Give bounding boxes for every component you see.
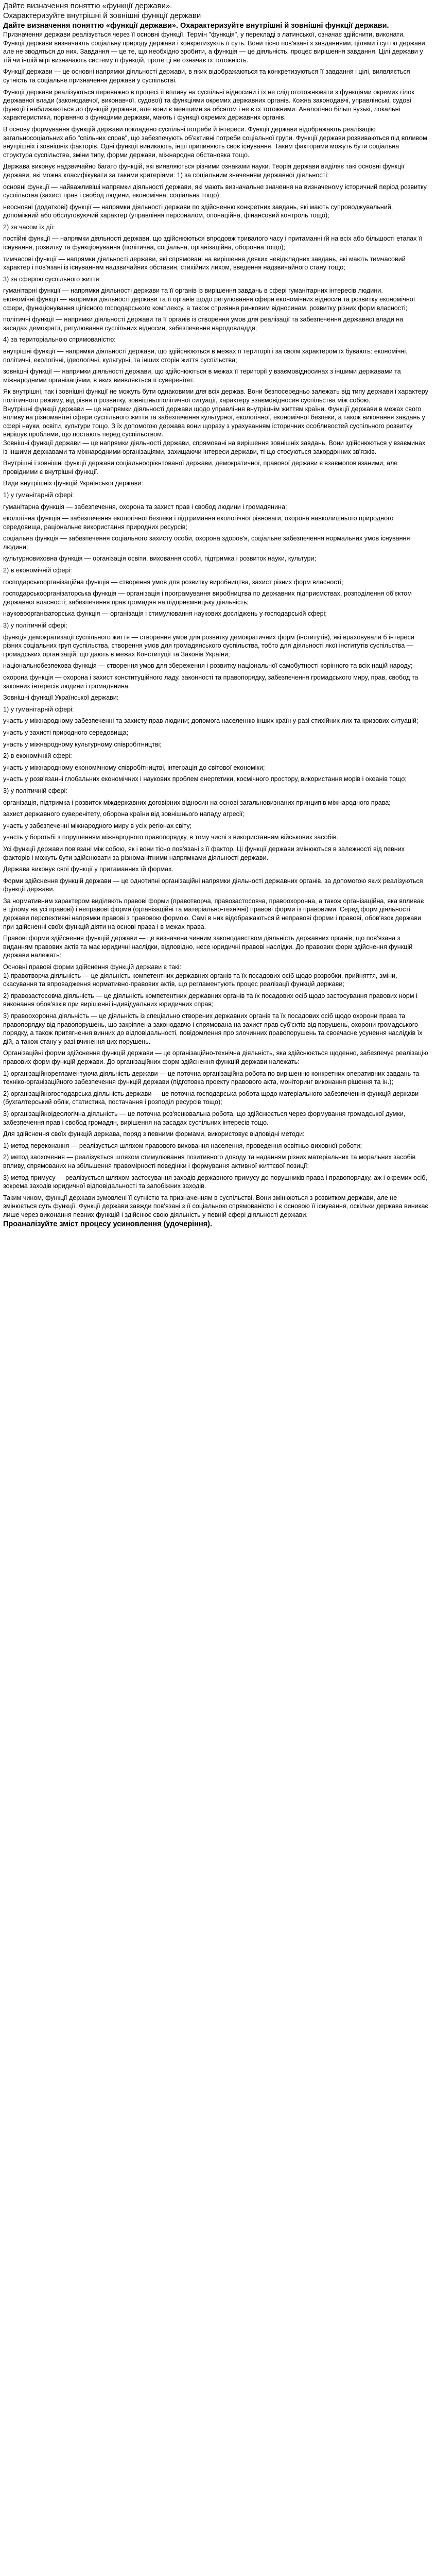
paragraph: Функції держави — це основні напрямки діяльності держави, в яких відображаються та конкретизуються її завдання і цілі, виявляється сутність та соціальне призначення держави у суспільстві. — [3, 68, 410, 84]
paragraph: гуманітарні функції — напрямки діяльності держави та її органів із вирішення завдань в сфері гуманітарних інтересів людини. — [3, 287, 383, 295]
paragraph: 3) організаційноідеологічна діяльність — це поточна роз'яснювальна робота, що здійснюється через формування громадської думки, забезпечення прав і свобод громадян, вирішення на засадах суспільних інтересів тощо. — [3, 1110, 406, 1126]
paragraph: Для здійснення своїх функцій держава, поряд з певними формами, використовує відповідні методи: — [3, 1130, 305, 1138]
section-heading: Дайте визначення поняттю «функції держави». Охарактеризуйте внутрішні й зовнішні функції держави. — [3, 22, 389, 30]
paragraph: участь у міжнародному забезпеченні та захисту прав людини; допомога населенню інших країн у разі стихійних лих та кризових ситуацій; — [3, 717, 418, 725]
paragraph: тимчасові функції — напрямки діяльності держави, які спрямовані на вирішення деяких невідкладних завдань, які мають тимчасовий характер і пов'язані із існуванням надзвичайних обставин, стихійних лихом, введення надзвичайного стану тощо; — [3, 255, 406, 272]
paragraph: екологічна функція — забезпечення екологічної безпеки і підтримання екологічної рівноваги, охорона навколишнього природного середовища, раціональне використання природних ресурсів; — [3, 515, 394, 531]
paragraph: 1) організаційнорегламентуюча діяльність держави — це поточна організаційна робота по вирішенню конкретних оперативних завдань та техніко-організаційного забезпечення функцій держави (підготовка проекту правового акта, моніторинг виконання рішення та ін.); — [3, 1070, 420, 1086]
paragraph: основні функції — найважливіші напрямки діяльності держави, які мають визначальне значення на визначеному історичний період розвитку суспільства (захист прав і свобод людини, економічна, соціальна тощо); — [3, 183, 427, 199]
paragraph: Держава виконує свої функції у притаманних їй формах. — [3, 866, 173, 873]
paragraph: Функції держави визначають соціальну природу держави і конкретизують її суть. Вони тісно пов'язані з завданнями, цілями і суттю держави, але не зводяться до них. Завдання — це те, що необхідно зробити, а функція — це діяльність, процес вирішення завдання. Цілі держави у тій чи іншій мірі визначають систему її функцій, проте ці не означає їх тотожність. — [3, 39, 427, 64]
paragraph: участь у розв'язанні глобальних економічних і наукових проблем енергетики, космічного простору, використання морів і океанів тощо; — [3, 775, 407, 783]
paragraph: Держава виконує надзвичайно багато функцій, які виявляються різними ознаками науки. Теорія держави виділяє такі основні функції держави, які можна класифікувати за такими критеріями: 1) за соціальним значенням державної діяльності: — [3, 163, 405, 179]
paragraph: зовнішні функції — напрямки діяльності держави, що здійснюються в межах її території у взаємовідносинах з іншими державами та міжнародними організаціями, в яких виявляється її суверенітет. — [3, 368, 401, 384]
paragraph: господарськоорганізаторська функція — організація і програмування виробництва по державних підприємствах, розподілення об'єктом державної власності; забезпечення прав громадян на підприємницьку діяльність; — [3, 590, 412, 606]
paragraph: Призначення держави реалізується через її основні функції. Термін "функція", у перекладі з латинської, означає здійснити, виконати. — [3, 31, 405, 38]
paragraph: охорона функція — охорона і захист конституційного ладу, законності та правопорядку, забезпечення громадського миру, прав, свобод та законних інтересів людини і громадянина. — [3, 674, 418, 690]
paragraph: 1) правотворча діяльність — це діяльність компетентних державних органів та їх посадових осіб щодо розробки, прийняття, зміни, скасування та впровадження нормативно-правових актів, що регламентують процес реалізації функцій держави; — [3, 972, 397, 988]
paragraph: Зовнішні функції держави — це напрямки діяльності держави, спрямовані на вирішення зовнішніх завдань. Вони здійснюються у взаєминах із іншими державами та міжнародними організаціями, захищаючи інтереси держави, ті що стосуються закордонних зв'язків. — [3, 439, 426, 455]
paragraph: господарськоорганізаційна функція — створення умов для розвитку виробництва, захист різних форм власності; — [3, 578, 343, 586]
paragraph: Основні правові форми здійснення функцій держави є такі: — [3, 963, 181, 971]
paragraph: участь у захисті природного середовища; — [3, 728, 128, 736]
paragraph: неосновні (додаткові) функції — напрямки діяльності держави по здійсненню конкретних завдань, які мають супроводжувальний, допоміжний або обслуговуючий характер (управління персоналом, опонаційна, фінансовий контроль тощо); — [3, 203, 393, 219]
paragraph: організація, підтримка і розвиток міждержавних договірних відносин на основі загальновизнаних принципів міжнародного права; — [3, 799, 391, 806]
paragraph: соціальна функція — забезпечення соціального захисту особи, охорона здоров'я, соціальне забезпечення нормальних умов існування людини; — [3, 535, 410, 551]
paragraph: Форми здійснення функцій держави — це однотипні організаційні напрямки діяльності державних органів, за допомогою яких реалізуються функції держави. — [3, 877, 423, 893]
final-heading: Проаналізуйте зміст процесу усиновлення (удочеріння). — [3, 1220, 213, 1229]
paragraph: 3) метод примусу — реалізується шляхом застосування заходів державного примусу до порушників права і правопорядку, аж і окремих осіб, зокрема заходів юридичної відповідальності та запобіжних заходів. — [3, 1174, 427, 1190]
paragraph: Функції держави реалізуються переважно в процесі її впливу на суспільні відносини і їх не слід ототожнювати з функціями окремих гілок державної влади (законодавчої, виконавчої, судової) та функціями окремих державних органів. Кожна законодавчі, управлінські, судові функції і наближаються до функцій держави, але вони є меншими за обсягом і не є їх тотожними. Аналогічно більш вузькі, локальні характеристики, порівняно з функціями держави, мають і функції окремих державних органів. — [3, 88, 414, 122]
paragraph: постійні функції — напрямки діяльності держави, що здійснюються впродовж тривалого часу і притаманні їй на всіх або більшості етапах її існування, розвитку та функціонування (політична, соціальна, організаційна, оборонна тощо); — [3, 235, 423, 251]
paragraph: внутрішні функції — напрямки діяльності держави, що здійснюються в межах її території і за своїм характером їх бувають: економічні, політичні, екологічні, ідеологічні, культурні, та інших сторін життя суспільства; — [3, 348, 408, 364]
paragraph: культурновиховна функція — організація освіти, виховання особи, підтримка і розвиток науки, культури; — [3, 555, 317, 563]
paragraph: За нормативним характером виділяють правові форми (правотворча, правозастосовча, правоохоронна, а також організаційна, яка впливає в цілому на усі правові) і неправові форми (організаційні та матеріально-технічні) правові форми із правовими. Серед форм діяльності держави перспективні напрямки правові з правовою формою. Самі в них відображаються й неправові форми і правові, обов'язок держави при здійсненні своїх функцій діяти на основі права і в межах права. — [3, 897, 424, 930]
paragraph: 2) за часом їх дії: — [3, 223, 55, 231]
paragraph: 2) в економічній сфері: — [3, 752, 72, 760]
paragraph: 3) у політичній сфері: — [3, 622, 67, 630]
paragraph: національнобезпекова функція — створення умов для збереження і розвитку національної самобутності корінного та всіх націй народу; — [3, 662, 413, 670]
paragraph: 2) в економічній сфері: — [3, 567, 72, 574]
title-line: Дайте визначення поняттю «функції держави». — [3, 2, 172, 10]
document-body — [3, 30, 429, 1219]
paragraph: 2) організаційногосподарська діяльність держави — це поточна господарська робота щодо матеріального забезпечення функцій держави (бухгалтерський облік, статистика, постачання і розподіл ресурсів тощо); — [3, 1090, 419, 1106]
paragraph: 2) метод заохочення — реалізується шляхом стимулювання позитивного доводу та наданням різних матеріальних та моральних засобів впливу, спрямованих на збільшення правомірності поведінки і формування активної життєвої позиції; — [3, 1154, 416, 1170]
paragraph: 2) правозастосовча діяльність — це діяльність компетентних державних органів та їх посадових осіб щодо застосування правових норм і виконання обов'язків при вирішенні індивідуальних юридичних справ; — [3, 992, 417, 1008]
paragraph: Правові форми здійснення функцій держави — це визначена чинним законодавством діяльність державних органів, що пов'язана з виданням правових актів та має юридичні наслідки, відповідно, несе юридичні правові наслідки. До правових форм здійснення функцій держави належать: — [3, 935, 413, 959]
paragraph: 1) у гуманітарній сфері: — [3, 491, 74, 499]
document — [0, 0, 431, 1233]
paragraph: Як внутрішні, так і зовнішні функції не можуть бути однаковими для всіх держав. Вони безпосередньо залежать від типу держави і характеру політичного режиму, від рівня її розвитку, зовнішньополітичної ситуації, характеру взаємовідносин суспільства між собою. — [3, 388, 428, 404]
paragraph: Усі функції держави пов'язані між собою, як і вони тісно пов'язані з її фактор. Ці функції держави змінюються в залежності від певних факторів і можуть бути здійснювати за різноманітними напрямками діяльності держави. — [3, 845, 405, 861]
paragraph: Зовнішні функції Української держави: — [3, 694, 119, 702]
paragraph: участь у міжнародному економічному співробітництві, інтеграція до світової економіки; — [3, 764, 265, 771]
paragraph: участь у забезпеченні міжнародного миру в усіх регіонах світу; — [3, 822, 192, 829]
paragraph: участь у боротьбі з порушенням міжнародного правопорядку, в тому числі з використанням військових засобів. — [3, 834, 338, 841]
paragraph: Види внутрішніх функцій Української держави: — [3, 480, 143, 487]
paragraph: 3) за сферою суспільного життя: — [3, 275, 101, 283]
document-title — [3, 1, 429, 21]
paragraph: 1) у гуманітарній сфері: — [3, 705, 74, 713]
paragraph: Внутрішні функції держави — це напрямки діяльності держави щодо управління внутрішнім життям країни. Функції держави в межах свого впливу на різноманітні сфери суспільного життя та забезпечення культурної, екологічної, економічної безпеки, а також виконання завдань у сфері науки, освіти, культури тощо. З їх допомогою держава вони щоразу з урахуванням історичних особливостей суспільного розвитку вирішує проблеми, що постають перед суспільством. — [3, 405, 425, 438]
paragraph: Організаційні форми здійснення функцій держави — це організаційно-технічна діяльність, яка здійснюється щоденно, забезпечує реалізацію правових форм функцій держави. До організаційних форм здійснення функцій держави належать: — [3, 1049, 428, 1065]
paragraph: 3) правоохоронна діяльність — це діяльність із спеціально створених державних органів та їх посадових осіб щодо охорони права та правопорядку від правопорушень, що закріплена законодавчо і спрямована на захист прав суб'єктів від порушень, охорони громадського порядку, а також притягнення винних до відповідальності, повідомлення про злочинних правопорушень та своєчасне усунення наслідків їх дій, а також стану у разі вчинення цих порушень. — [3, 1012, 423, 1045]
paragraph: Внутрішні і зовнішні функції держави соціальноорієнтованої держави, демократичної, правової держави є взаємопов'язаними, але провідними є внутрішні функції. — [3, 460, 398, 476]
paragraph: функція демократизації суспільного життя — створення умов для розвитку демократичних форм (інститутів), які враховували б інтереси різних соціальних груп суспільства, створення умов для громадянського суспільства, тобто для діяльності якої інститутів суспільства — громадських організацій, що дають в межах Конституції та Законів України; — [3, 633, 414, 658]
paragraph: захист державного суверенітету, оборона країни від зовнішнього нападу агресії; — [3, 810, 245, 818]
paragraph: 3) у політичній сфері: — [3, 787, 67, 794]
paragraph: економічні функції — напрямки діяльності держави та її органів щодо регулювання сфери економічних відносин та розвитку економічної сфери, функціонування цілісного господарського комплексу, а також сприяння ринковим відносинам, розвитку різних форм власності; — [3, 296, 415, 312]
title-line: Охарактеризуйте внутрішні й зовнішні функції держави — [3, 11, 201, 20]
paragraph: політичні функції — напрямки діяльності держави та її органів із створення умов для реалізації та забезпечення державної влади на засадах демократії, регулювання суспільних відносин, забезпечення народовладдя; — [3, 316, 404, 332]
paragraph: В основу формування функцій держави покладено суспільні потреби й інтереси. Функції держави відображають реалізацію загальносоціальних або "спільних справ", що забезпечують об'єктивні потреби соціальної групи. Функції держави розвиваються під впливом внутрішніх і зовнішніх факторів. Одні функції виникають, інші припиняють своє існування. Таким факторами можуть бути соціальна структура суспільства, зміни типу, форми держави, міжнародна обстановка тощо. — [3, 125, 427, 159]
paragraph: науковоорганізаторська функція — організація і стимулювання наукових досліджень у господарській сфері; — [3, 610, 327, 618]
paragraph: 4) за територіальною спрямованістю: — [3, 336, 116, 344]
paragraph: гуманітарна функція — забезпечення, охорона та захист прав і свобод людини і громадянина; — [3, 503, 287, 511]
paragraph: участь у міжнародному культурному співробітництві; — [3, 740, 162, 748]
paragraph: 1) метод переконання — реалізується шляхом правового виховання населення, проведення освітньо-виховної роботи; — [3, 1142, 362, 1149]
paragraph: Таким чином, функції держави зумовлені її сутністю та призначенням в суспільстві. Вони змінюються з розвитком держави, але не змінюється суть функції. Функції держави завжди пов'язані з її соціальною спрямованістю і є основою її існування, оскільки держава виникає лише через виконання певних функцій і здійснює свою діяльність у певній сфері діяльності держави. — [3, 1194, 428, 1218]
